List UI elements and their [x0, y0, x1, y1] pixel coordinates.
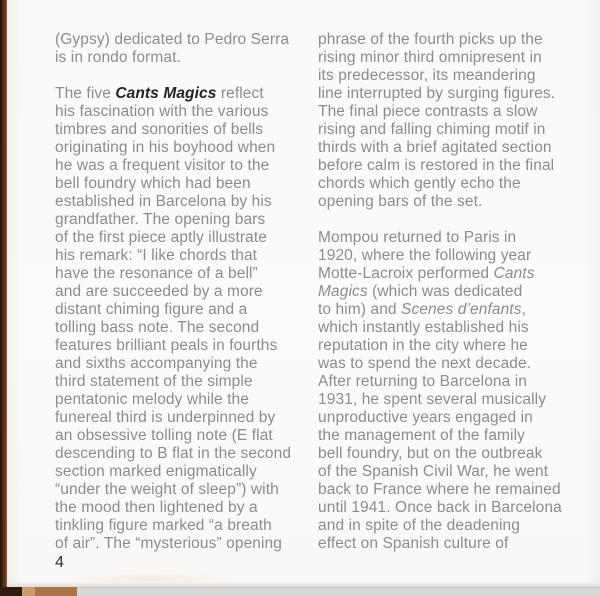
- text-line: an obsessive tolling note (E flat: [55, 427, 273, 444]
- text-line: is in rondo format.: [55, 49, 181, 66]
- paragraph: [55, 31, 313, 67]
- text-line: section marked enigmatically: [55, 463, 257, 480]
- table-surface: [77, 587, 600, 596]
- text-line: its predecessor, its meandering: [318, 67, 536, 84]
- text-line: bell foundry, but on the outbreak: [318, 445, 543, 462]
- text-line: phrase of the fourth picks up the: [318, 31, 543, 48]
- bottom-band-dark-brown: [0, 587, 22, 596]
- text-line: thirds with a brief agitated section: [318, 139, 552, 156]
- text-line: distant chiming figure and a: [55, 301, 248, 318]
- text-line: Mompou returned to Paris in: [318, 229, 517, 246]
- text-line: the management of the family: [318, 427, 525, 444]
- text-column-right: [318, 31, 588, 553]
- text-line: 1931, he spent several musically: [318, 391, 547, 408]
- text-line: tinkling figure marked “a breath: [55, 517, 272, 534]
- text-line: The final piece contrasts a slow: [318, 103, 538, 120]
- bottom-band-tan: [22, 587, 35, 596]
- text-line: tolling bass note. The second: [55, 319, 260, 336]
- text-line: back to France where he remained: [318, 481, 561, 498]
- text-line: bell foundry which had been: [55, 175, 251, 192]
- text-line: grandfather. The opening bars: [55, 211, 266, 228]
- text-line: (Gypsy) dedicated to Pedro Serra: [55, 31, 290, 48]
- text-line: of air”. The “mysterious” opening: [55, 535, 282, 552]
- text-line: before calm is restored in the final: [318, 157, 555, 174]
- text-line: funereal third is underpinned by: [55, 409, 276, 426]
- text-line: chords which gently echo the: [318, 175, 521, 192]
- text-line: his fascination with the various: [55, 103, 269, 120]
- text-line: Magics (which was dedicated: [318, 283, 523, 300]
- text-line: established in Barcelona by his: [55, 193, 272, 210]
- text-line: he was a frequent visitor to the: [55, 157, 270, 174]
- text-line: until 1941. Once back in Barcelona: [318, 499, 562, 516]
- text-line: was to spend the next decade.: [318, 355, 532, 372]
- text-line: The five Cants Magics reflect: [55, 85, 264, 102]
- text-line: third statement of the simple: [55, 373, 253, 390]
- text-line: timbres and sonorities of bells: [55, 121, 264, 138]
- bottom-band-copper: [35, 587, 77, 596]
- text-line: opening bars of the set.: [318, 193, 483, 210]
- text-line: and are succeeded by a more: [55, 283, 263, 300]
- text-line: Motte-Lacroix performed Cants: [318, 265, 535, 282]
- text-line: the mood then lightened by a: [55, 499, 258, 516]
- text-line: pentatonic melody while the: [55, 391, 249, 408]
- paragraph: [318, 31, 588, 211]
- text-line: rising minor third omnipresent in: [318, 49, 542, 66]
- text-line: After returning to Barcelona in: [318, 373, 528, 390]
- text-line: reputation in the city where he: [318, 337, 528, 354]
- text-line: originating in his boyhood when: [55, 139, 276, 156]
- text-line: “under the weight of sleep”) with: [55, 481, 279, 498]
- text-line: features brilliant peals in fourths: [55, 337, 278, 354]
- text-line: have the resonance of a bell”: [55, 265, 258, 282]
- text-line: 1920, where the following year: [318, 247, 532, 264]
- text-line: line interrupted by surging figures.: [318, 85, 556, 102]
- text-line: his remark: “I like chords that: [55, 247, 258, 264]
- text-line: and in spite of the deadening: [318, 517, 520, 534]
- text-line: rising and falling chiming motif in: [318, 121, 546, 138]
- page-number: 4: [55, 554, 64, 571]
- text-line: unproductive years engaged in: [318, 409, 533, 426]
- booklet-spine: [0, 0, 7, 596]
- text-line: and sixths accompanying the: [55, 355, 258, 372]
- text-line: which instantly established his: [318, 319, 529, 336]
- spine-shadow: [7, 0, 21, 584]
- text-line: effect on Spanish culture of: [318, 535, 509, 552]
- text-line: descending to B flat in the second: [55, 445, 292, 462]
- text-column-left: [55, 31, 313, 553]
- text-line: of the Spanish Civil War, he went: [318, 463, 549, 480]
- paragraph: [55, 85, 313, 553]
- paragraph: [318, 229, 588, 553]
- text-line: to him) and Scenes d’enfants,: [318, 301, 526, 318]
- text-line: of the first piece aptly illustrate: [55, 229, 267, 246]
